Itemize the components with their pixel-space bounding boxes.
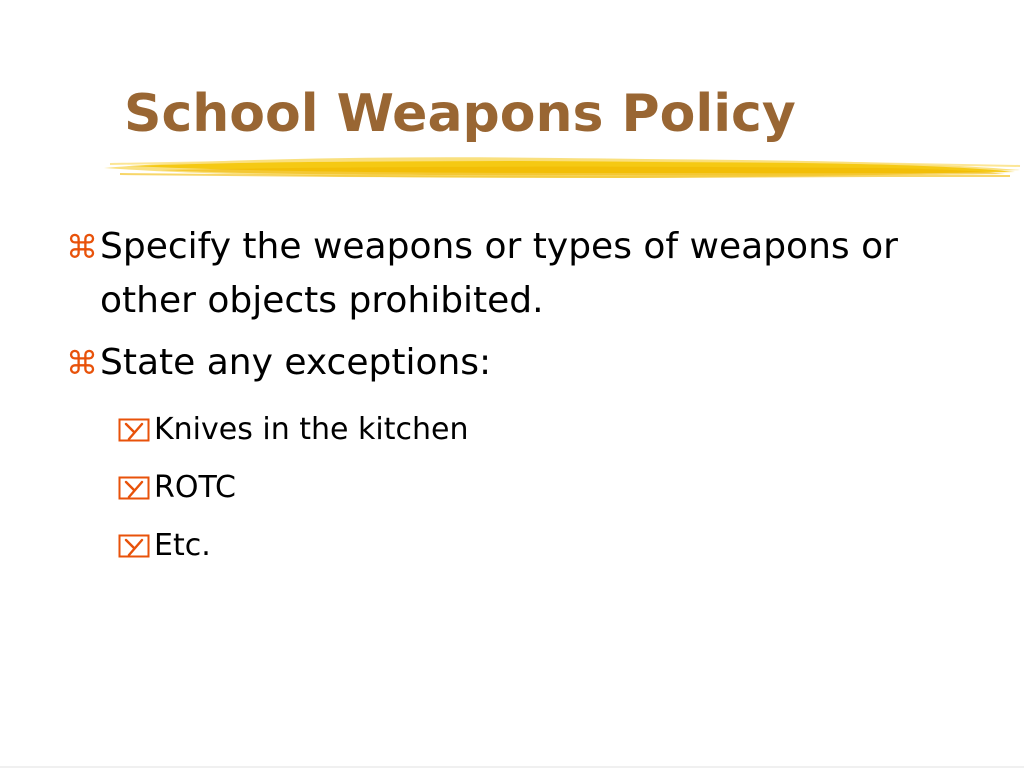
brush-stroke-underline	[100, 146, 1024, 190]
place-of-interest-sign-icon: ⌘	[66, 228, 98, 266]
slide-title: School Weapons Policy	[124, 84, 796, 144]
place-of-interest-sign-icon: ⌘	[66, 344, 98, 382]
bullet-item	[66, 336, 966, 390]
sub-bullet-item	[118, 412, 966, 448]
bullet-item	[66, 220, 966, 328]
bullet-text: Specify the weapons or types of weapons or other objects prohibited.	[100, 226, 898, 321]
sub-bullet-item	[118, 528, 966, 564]
bullet-text: State any exceptions:	[100, 342, 492, 383]
sub-bullet-text: ROTC	[154, 470, 236, 505]
checkbox-y-icon	[118, 418, 150, 442]
checkbox-y-icon	[118, 476, 150, 500]
slide-body	[66, 220, 966, 564]
checkbox-y-icon	[118, 534, 150, 558]
sub-bullet-text: Knives in the kitchen	[154, 412, 469, 447]
sub-bullet-text: Etc.	[154, 528, 211, 563]
sub-bullet-item	[118, 470, 966, 506]
